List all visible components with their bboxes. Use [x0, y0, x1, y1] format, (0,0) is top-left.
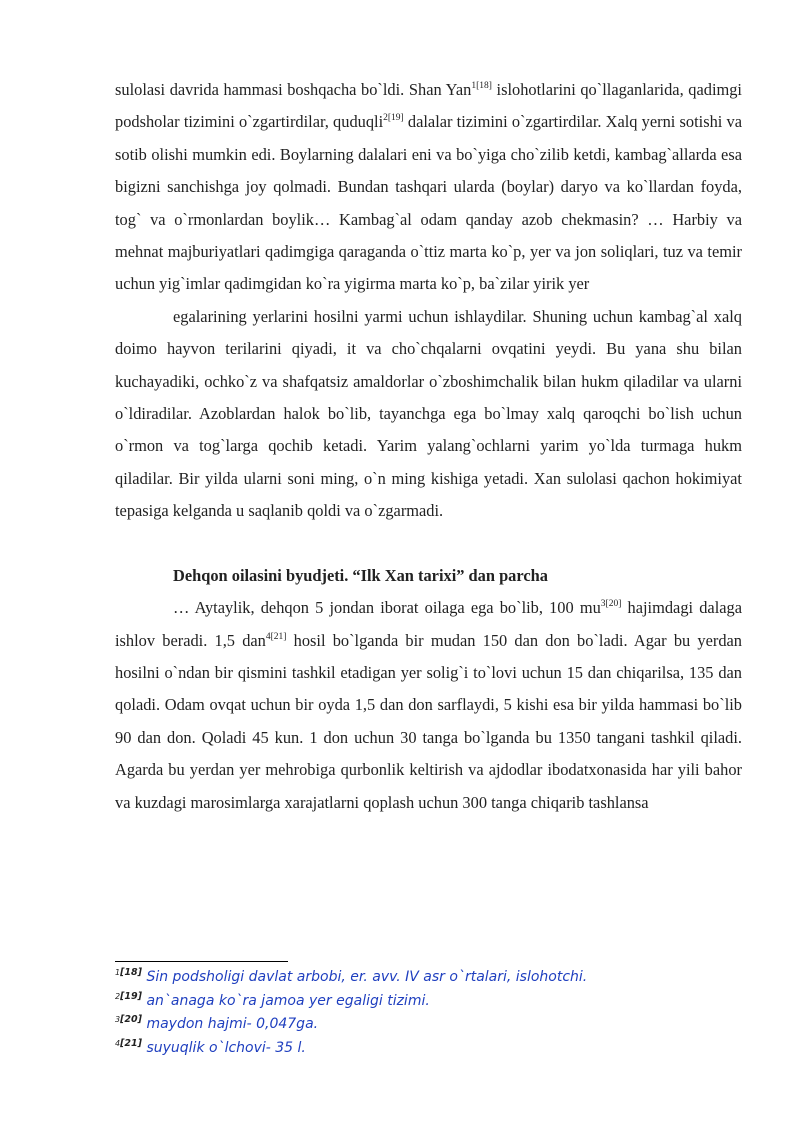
paragraph-spacer: [115, 528, 742, 560]
footnote-3: $^{3[20]}$ maydon hajmi- 0,047ga.: [115, 1014, 319, 1032]
footnote-ref-1[interactable]: 1[18]: [471, 81, 492, 91]
paragraph-2: egalarining yerlarini hosilni yarmi uchun ishlaydilar. Shuning uchun kambag`al xalq doimo hayvon terilarini qiyadi, it va cho`chqalarni ovqatini yeydi. Bu yana shu bilan kuchayadiki, ochko`z va shafqatsiz amaldorlar o`zboshimchalik bilan hukm qiladilar va ularni o`ldiradilar. Azoblardan halok bo`lib, tayanchga ega bo`lmay xalq qaroqchi bo`lish uchun o`rmon va tog`larga qochib ketadi. Yarim yalang`ochlarni yarim yo`lda turmaga hukm qiladilar. Bir yilda ularni soni ming, o`n ming kishiga yetadi. Xan sulolasi qachon hokimiyat tepasiga kelganda u saqlanib qoldi va o`zgarmadi.: [115, 306, 742, 521]
paragraph-3: … Aytaylik, dehqon 5 jondan iborat oilaga ega bo`lib, 100 $mu^{3[20]}$ hajimdagi dalaga ishlov beradi. 1,5 dan$^{4[21]}$ hosil bo`lganda bir mudan 150 dan don bo`ladi. Agar bu yerdan hosilni o`ndan bir qismini tashkil etadigan yer solig`i to`lovi uchun 15 dan chiqarilsa, 135 dan qoladi. Odam ovqat uchun bir oyda 1,5 dan don sarflaydi, 5 kishi esa bir yilda hammasi bo`lib 90 dan don. Qoladi 45 kun. 1 don uchun 30 tanga bo`lganda bu 1350 tangani tashkil qiladi. Agarda bu yerdan yer mehrobiga qurbonlik keltirish va ajdodlar ibodatxonasida har yili bahor va kuzdagi marosimlarga xarajatlarni qoplash uchun 300 tanga chiqarib tashlansa: [115, 598, 742, 812]
paragraph-1: sulolasi davrida hammasi boshqacha bo`ldi. Shan Yan$^{1[18]}$ islohotlarini qo`llaganlarida, qadimgi podsholar tizimini o`zgartirdilar, quduqli$^{2[19]}$ dalalar tizimini o`zgartirdilar. Xalq yerni sotishi va sotib olishi mumkin edi. Boylarning dalalari eni va bo`yiga cho`zilib ketdi, kambag`allarda esa bigizni sanchishga joy qolmadi. Bundan tashqari ularda (boylar) daryo va ko`llardan foyda, tog` va o`rmonlardan boylik… Kambag`al odam qanday azob chekmasin? … Harbiy va mehnat majburiyatlari qadimgiga qaraganda o`ttiz marta ko`p, yer va jon soliqlari, tuz va temir uchun yig`imlar qadimgidan ko`ra yigirma marta ko`p, ba`zilar yirik yer: [115, 80, 742, 294]
footnote-divider: [115, 961, 288, 962]
footnote-ref-3[interactable]: 3[20]: [600, 599, 622, 610]
footnote-1: $^{1[18]}$ Sin podsholigi davlat arbobi, er. avv. IV asr o`rtalari, islohotchi.: [115, 967, 588, 985]
footnotes: [115, 966, 755, 1060]
footnote-2: $^{2[19]}$ an`anaga ko`ra jamoa yer egaligi tizimi.: [115, 990, 430, 1009]
footnote-4: $^{4[21]}$ suyuqlik o`lchovi- 35 l.: [115, 1037, 306, 1056]
footnote-ref-4[interactable]: 4[21]: [265, 631, 287, 642]
section-heading: Dehqon oilasini byudjeti. “Ilk Xan tarixi” dan parcha: [173, 565, 548, 585]
footnote-ref-2[interactable]: 2[19]: [383, 113, 404, 124]
body-text: [115, 74, 742, 819]
